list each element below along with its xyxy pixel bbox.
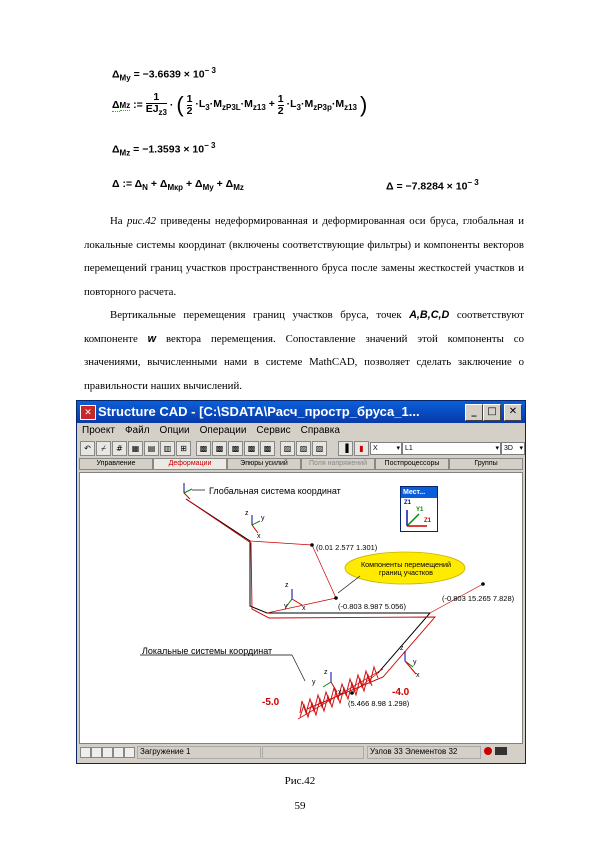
menu-operations[interactable]: Операции: [199, 425, 247, 436]
formula-delta-mz-definition: ΔMz := $\frac{1}{EJ_{z3}}$ · ( $\frac{1}{2}$ $\cdot L_3\cdot M_{zP3L}\cdot M_{z13}$ + $\frac{1}{2}$ $\cdot L_3\cdot M_{zP3p}\cdot M_{z13}$ ): [112, 91, 368, 118]
bubble-pointer: [338, 576, 360, 593]
global-y-axis: [184, 489, 192, 493]
filter-icon[interactable]: ⌿: [96, 441, 111, 456]
hatch2-icon[interactable]: ▥: [160, 441, 175, 456]
view-select[interactable]: 3D ▾: [501, 442, 525, 455]
status-empty-panel: [262, 746, 364, 759]
snap-icon[interactable]: ⊞: [176, 441, 191, 456]
menu-service[interactable]: Сервис: [256, 425, 291, 436]
point-3-coords: (-0.803 15.265 7.828): [442, 594, 515, 603]
minimize-icon[interactable]: _: [465, 404, 483, 421]
axis-letter-y-4: y: [312, 679, 316, 686]
menu-bar: [77, 423, 525, 439]
local-label-leader: [292, 655, 305, 681]
formula-delta-total: $\Delta = -7.8284 \times 10^{- 3}$: [386, 178, 479, 193]
toolbar: [77, 439, 525, 457]
status-tool-icon-3[interactable]: [102, 747, 113, 758]
paragraph-figure-description: На рис.42 приведены недеформированная и деформированная оси бруса, глобальная и локальные системы координат (включены соответствующие фильтры) и компоненты векторов перемещений границ участков пространственного бруса после замены жесткостей участков и повторного расчета.: [84, 215, 524, 298]
axis-letter-y-3: y: [413, 659, 417, 666]
local-axes-2: [286, 589, 302, 607]
window-title: Structure CAD - [C:\SDATA\Расч_простр_бруса_1...: [98, 404, 420, 419]
pattern3-icon[interactable]: ▩: [228, 441, 243, 456]
pattern8-icon[interactable]: ▨: [312, 441, 327, 456]
status-tool-icon-2[interactable]: [91, 747, 102, 758]
bubble-label: Компоненты перемещений границ участков: [360, 560, 452, 577]
status-monitor-icon: [495, 747, 507, 755]
axis-letter-y-1: y: [261, 515, 265, 522]
point-2-coords: (-0.803 8.987 5.056): [338, 602, 406, 611]
status-counts-panel: Узлов 33 Элементов 32: [367, 746, 481, 759]
pattern6-icon[interactable]: ▨: [280, 441, 295, 456]
status-tool-icon-5[interactable]: [124, 747, 135, 758]
status-bar: [77, 744, 525, 761]
axis-letter-x-1: x: [257, 533, 261, 540]
window-titlebar[interactable]: [77, 401, 525, 423]
axis-letter-z-4: z: [324, 669, 328, 676]
point-4-coords: (5.466 8.98 1.298): [348, 699, 410, 708]
point-1: [310, 543, 314, 547]
tab-postprocessors[interactable]: Постпроцессоры: [375, 458, 449, 470]
menu-file[interactable]: Файл: [124, 425, 150, 436]
structure-cad-window: [76, 400, 526, 764]
tab-control[interactable]: Управление: [79, 458, 153, 470]
local-system-title: Мест...: [401, 487, 437, 498]
local-system-panel[interactable]: [400, 486, 438, 532]
pattern7-icon[interactable]: ▨: [296, 441, 311, 456]
axis-letter-z-1: z: [245, 510, 249, 517]
load-select[interactable]: L1 ▾: [402, 442, 501, 455]
local-panel-x1: Z1: [424, 518, 432, 524]
grid-icon[interactable]: #: [112, 441, 127, 456]
model-canvas[interactable]: [79, 472, 523, 744]
pattern-icon[interactable]: ▩: [196, 441, 211, 456]
axis-letter-y-2: y: [284, 603, 288, 610]
formula-delta-mz-value: $\Delta_{Mz} = -1.3593 \times 10^{- 3}$: [112, 141, 216, 158]
point-4: [350, 691, 354, 695]
local-axes-label: Локальные системы координат: [142, 646, 273, 656]
axis-letter-z-2: z: [285, 582, 289, 589]
status-red-indicator-icon: [484, 747, 492, 755]
axis-select[interactable]: X ▾: [370, 442, 402, 455]
close-icon[interactable]: ✕: [504, 404, 522, 421]
formula-delta-my: $\Delta_{My} = -3.6639 \times 10^{- 3}$: [112, 66, 216, 83]
pattern5-icon[interactable]: ▩: [260, 441, 275, 456]
hatch-icon[interactable]: ▤: [144, 441, 159, 456]
axis-letter-x-3: x: [416, 672, 420, 679]
status-tool-icon-4[interactable]: [113, 747, 124, 758]
structure-drawing: [80, 473, 522, 743]
value-left-label: -5.0: [262, 697, 280, 708]
undo-icon[interactable]: ↶: [80, 441, 95, 456]
value-right-label: -4.0: [392, 687, 410, 698]
formula-delta-sum: Δ := $\Delta_N + \Delta_{Мкр} + \Delta_{My} + \Delta_{Mz}$: [112, 178, 244, 193]
paragraph-vertical-displacements: Вертикальные перемещения границ участков бруса, точек A,B,C,D соответствуют компоненте w вектора перемещения. Сопоставление значений этой компоненты со значениями, вычисленными нами в системе MathCAD, позволяет сделать заключение о правильности наших вычислений.: [84, 309, 524, 392]
menu-project[interactable]: Проект: [82, 425, 115, 436]
maximize-icon[interactable]: □: [483, 404, 501, 421]
tab-force-diagrams[interactable]: Эпюры усилий: [227, 458, 301, 470]
global-x-axis: [184, 493, 190, 499]
displacement-vector-2: [312, 545, 336, 598]
tab-stress-fields[interactable]: Поля напряжений: [301, 458, 375, 470]
bar-icon[interactable]: ▐: [338, 441, 353, 456]
point-2: [334, 596, 338, 600]
axis-letter-x-4: x: [338, 689, 342, 696]
pattern2-icon[interactable]: ▩: [212, 441, 227, 456]
page-number: 59: [294, 800, 306, 812]
app-icon[interactable]: ✕: [80, 405, 96, 420]
point-1-coords: (0.01 2.577 1.301): [316, 543, 378, 552]
menu-options[interactable]: Опции: [159, 425, 190, 436]
local-panel-axes: [401, 498, 437, 531]
menu-help[interactable]: Справка: [300, 425, 340, 436]
local-panel-y1: Y1: [416, 507, 424, 513]
status-tool-icon-1[interactable]: [80, 747, 91, 758]
global-axes-label: Глобальная система координат: [209, 486, 341, 496]
point-3: [481, 582, 485, 586]
tab-bar: [77, 458, 525, 470]
figure-caption: Рис.42: [284, 775, 316, 787]
displacement-vector-1: [250, 541, 312, 545]
local-axes-1: [252, 515, 260, 533]
tab-groups[interactable]: Группы: [449, 458, 523, 470]
local-panel-z1: Z1: [404, 500, 412, 506]
axis-letter-x-2: x: [302, 605, 306, 612]
table-icon[interactable]: ▦: [128, 441, 143, 456]
axis-letter-z-3: z: [400, 645, 404, 652]
tab-deformations[interactable]: Деформации: [153, 458, 227, 470]
pattern4-icon[interactable]: ▩: [244, 441, 259, 456]
status-load-panel: Загружение 1: [137, 746, 261, 759]
color-scale-icon[interactable]: ▮: [354, 441, 369, 456]
